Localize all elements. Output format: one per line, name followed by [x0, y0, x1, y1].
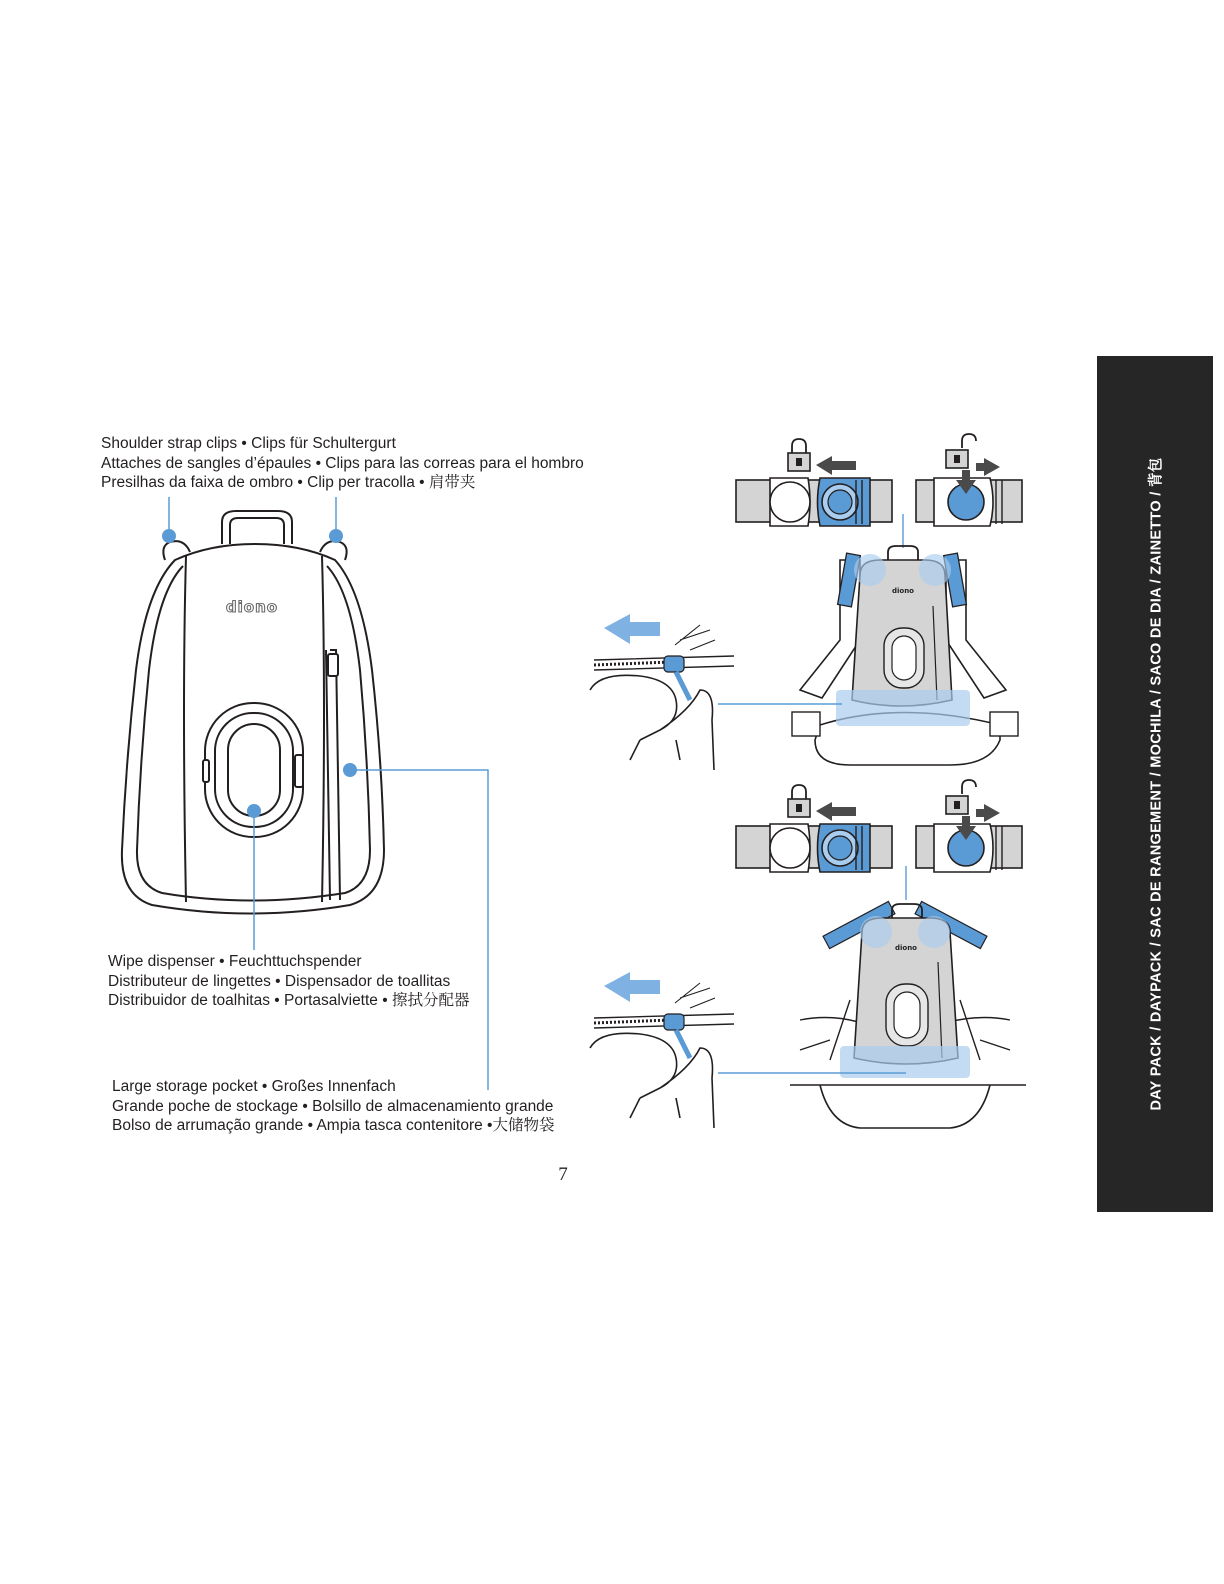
arrow-left-icon [604, 614, 660, 644]
arrow-left-icon [604, 972, 660, 1002]
shoulder-strap-clips-caption [101, 434, 584, 493]
strap-clip-lock-diagram-bottom [736, 780, 1022, 900]
lock-icon [788, 439, 810, 471]
large-storage-pocket-caption [112, 1077, 555, 1136]
lock-icon [788, 785, 810, 817]
arrow-left-icon [816, 802, 856, 821]
caption-line: Attaches de sangles d’épaules • Clips para las correas para el hombro [101, 454, 584, 472]
caption-line: Distributeur de lingettes • Dispensador de toallitas [108, 972, 451, 990]
caption-line: Large storage pocket • Großes Innenfach [112, 1078, 396, 1095]
caption-line: Bolso de arrumação grande • Ampia tasca contenitore •大储物袋 [112, 1117, 555, 1134]
callout-shoulder-left [162, 497, 176, 543]
page-number: 7 [558, 1164, 568, 1185]
backpack-illustration [122, 511, 384, 914]
section-title: DAY PACK / DAYPACK / SAC DE RANGEMENT / MOCHILA / SACO DE DIA / ZAINETTO / 背包 [1148, 457, 1165, 1111]
arrow-right-icon [976, 804, 1000, 822]
caption-line: Grande poche de stockage • Bolsillo de almacenamiento grande [112, 1097, 554, 1115]
hand-zipper-bottom [590, 972, 734, 1128]
callout-shoulder-right [329, 497, 343, 543]
hand-zipper-top [590, 614, 734, 770]
svg-text:diono: diono [891, 587, 915, 595]
caption-line: Shoulder strap clips • Clips für Schultergurt [101, 435, 396, 452]
unlock-icon [946, 434, 976, 468]
wipe-dispenser-caption [108, 952, 469, 1011]
caption-line: Distribuidor de toalhitas • Portasalviette • 擦拭分配器 [108, 992, 470, 1009]
unlock-icon [946, 780, 976, 814]
stroller-backpack-bottom [718, 901, 1026, 1128]
brand-logo: diono [225, 598, 279, 616]
section-side-tab [1097, 356, 1213, 1212]
caption-line: Wipe dispenser • Feuchttuchspender [108, 953, 362, 970]
stroller-backpack-top [718, 546, 1018, 765]
caption-line: Presilhas da faixa de ombro • Clip per tracolla • 肩带夹 [101, 474, 476, 491]
arrow-right-icon [976, 458, 1000, 476]
svg-text:diono: diono [894, 944, 918, 952]
strap-clip-lock-diagram-top [736, 434, 1022, 548]
arrow-left-icon [816, 456, 856, 475]
